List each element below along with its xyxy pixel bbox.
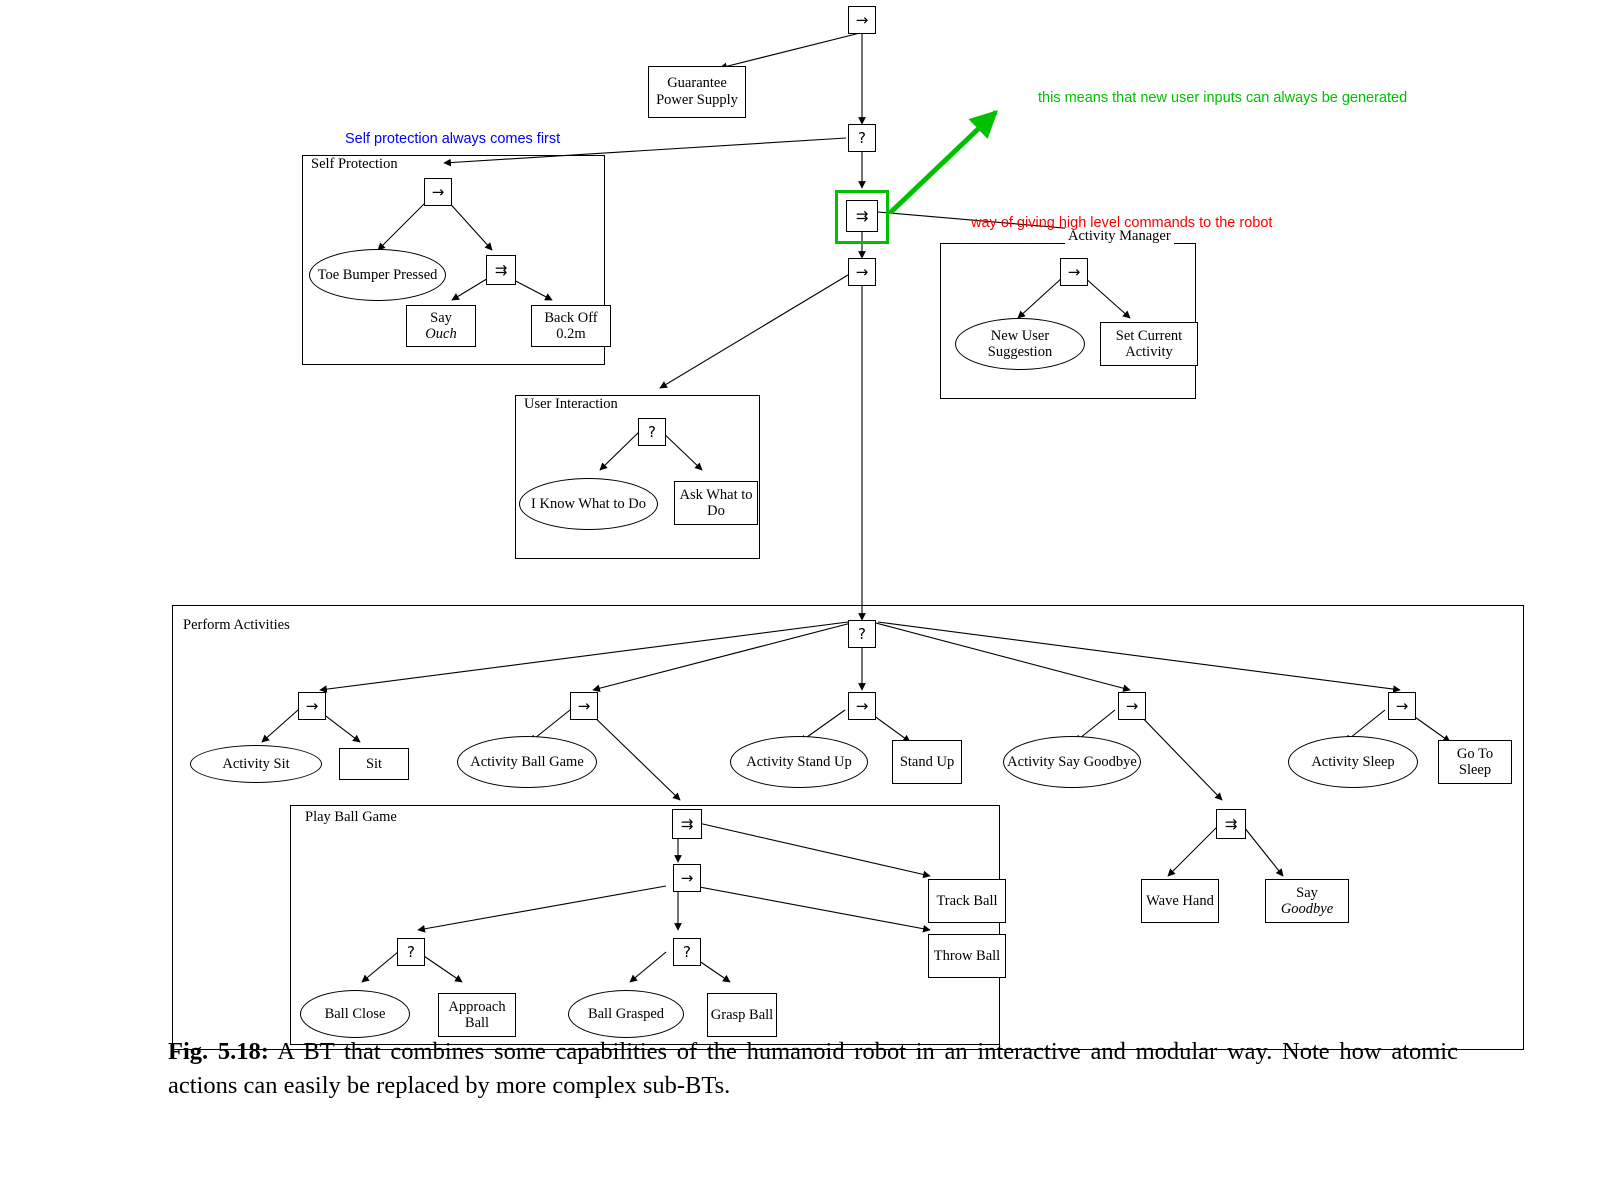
node-sequence-ball-game[interactable]: → bbox=[570, 692, 598, 720]
frame-activity-manager-label: Activity Manager bbox=[1065, 228, 1174, 245]
node-set-current-activity[interactable]: Set Current Activity bbox=[1100, 322, 1198, 366]
node-perform-activities-fallback[interactable]: ? bbox=[848, 620, 876, 648]
node-say-goodbye[interactable]: Say Goodbye bbox=[1265, 879, 1349, 923]
node-play-ball-parallel[interactable]: ⇉ bbox=[672, 809, 702, 839]
node-grasp-ball[interactable]: Grasp Ball bbox=[707, 993, 777, 1037]
node-root-parallel[interactable]: ⇉ bbox=[846, 200, 878, 232]
node-new-user-suggestion[interactable]: New User Suggestion bbox=[955, 318, 1085, 370]
node-i-know-what-to-do[interactable]: I Know What to Do bbox=[519, 478, 658, 530]
node-self-protection-sequence[interactable]: → bbox=[424, 178, 452, 206]
node-sit[interactable]: Sit bbox=[339, 748, 409, 780]
caption-text: A BT that combines some capabilities of the humanoid robot in an interactive and modular way. Note how atomic actions can easily be replaced by more complex sub-BTs. bbox=[168, 1038, 1458, 1099]
annotation-self-protection: Self protection always comes first bbox=[345, 131, 561, 147]
node-track-ball[interactable]: Track Ball bbox=[928, 879, 1006, 923]
node-play-ball-sequence[interactable]: → bbox=[673, 864, 701, 892]
node-sequence-sleep[interactable]: → bbox=[1388, 692, 1416, 720]
frame-self-protection-label: Self Protection bbox=[308, 156, 401, 173]
node-throw-ball[interactable]: Throw Ball bbox=[928, 934, 1006, 978]
node-say-ouch[interactable]: Say Ouch bbox=[406, 305, 476, 347]
node-root-fallback[interactable]: ? bbox=[848, 124, 876, 152]
node-guarantee-power-supply[interactable]: Guarantee Power Supply bbox=[648, 66, 746, 118]
frame-user-interaction-label: User Interaction bbox=[521, 396, 621, 413]
node-root-sequence[interactable]: → bbox=[848, 6, 876, 34]
node-activity-manager-sequence[interactable]: → bbox=[1060, 258, 1088, 286]
node-wave-hand[interactable]: Wave Hand bbox=[1141, 879, 1219, 923]
annotation-high-level-commands: way of giving high level commands to the robot bbox=[971, 215, 1273, 231]
node-activity-sit[interactable]: Activity Sit bbox=[190, 745, 322, 783]
figure-caption bbox=[168, 1035, 1458, 1103]
frame-play-ball-game-label: Play Ball Game bbox=[302, 809, 400, 826]
node-ball-grasped[interactable]: Ball Grasped bbox=[568, 990, 684, 1038]
node-fallback-ball-close[interactable]: ? bbox=[397, 938, 425, 966]
node-ball-close[interactable]: Ball Close bbox=[300, 990, 410, 1038]
annotation-new-user-inputs: this means that new user inputs can always be generated bbox=[1038, 90, 1408, 106]
node-toe-bumper-pressed[interactable]: Toe Bumper Pressed bbox=[309, 249, 446, 301]
node-activity-stand-up[interactable]: Activity Stand Up bbox=[730, 736, 868, 788]
node-second-sequence[interactable]: → bbox=[848, 258, 876, 286]
node-ask-what-to-do[interactable]: Ask What to Do bbox=[674, 481, 758, 525]
node-activity-ball-game[interactable]: Activity Ball Game bbox=[457, 736, 597, 788]
node-activity-say-goodbye[interactable]: Activity Say Goodbye bbox=[1003, 736, 1141, 788]
node-sequence-sit[interactable]: → bbox=[298, 692, 326, 720]
node-back-off[interactable]: Back Off 0.2m bbox=[531, 305, 611, 347]
node-sequence-stand-up[interactable]: → bbox=[848, 692, 876, 720]
node-approach-ball[interactable]: Approach Ball bbox=[438, 993, 516, 1037]
node-sequence-say-goodbye[interactable]: → bbox=[1118, 692, 1146, 720]
node-fallback-ball-grasped[interactable]: ? bbox=[673, 938, 701, 966]
node-activity-sleep[interactable]: Activity Sleep bbox=[1288, 736, 1418, 788]
caption-label: Fig. 5.18: bbox=[168, 1038, 269, 1065]
node-goodbye-parallel[interactable]: ⇉ bbox=[1216, 809, 1246, 839]
node-stand-up[interactable]: Stand Up bbox=[892, 740, 962, 784]
node-go-to-sleep[interactable]: Go To Sleep bbox=[1438, 740, 1512, 784]
node-self-protection-parallel[interactable]: ⇉ bbox=[486, 255, 516, 285]
frame-perform-activities-label: Perform Activities bbox=[180, 617, 293, 634]
node-user-interaction-fallback[interactable]: ? bbox=[638, 418, 666, 446]
